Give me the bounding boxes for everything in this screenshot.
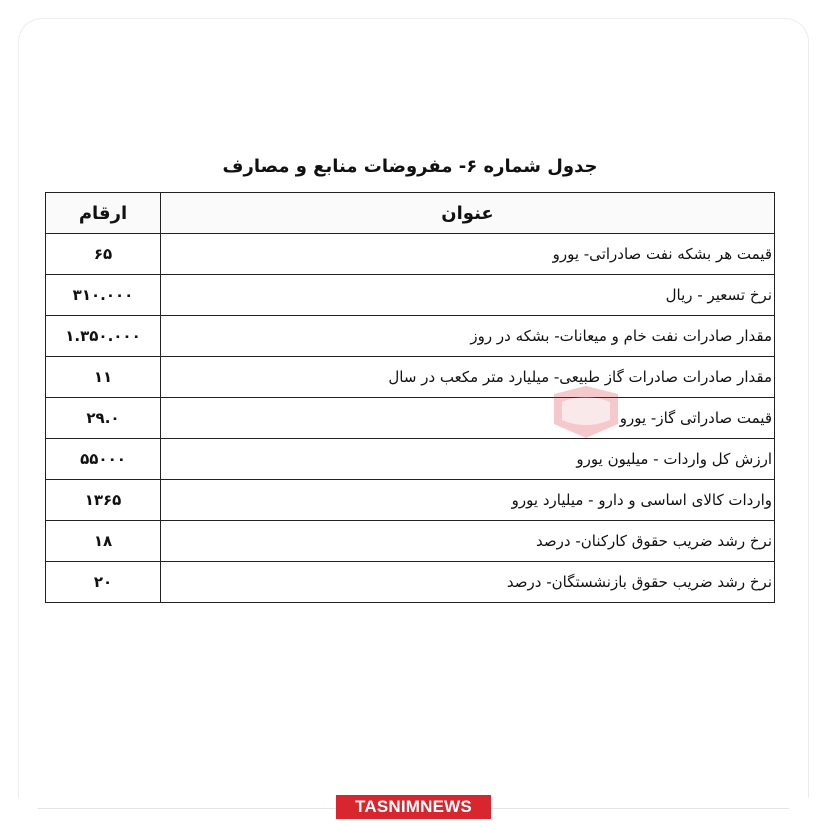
- table-row: [46, 275, 775, 316]
- table-row: [46, 398, 775, 439]
- table-row: [46, 439, 775, 480]
- header-figures: ارقام: [46, 193, 161, 234]
- row-title: نرخ تسعیر - ریال: [161, 275, 775, 316]
- row-title: مقدار صادرات نفت خام و میعانات- بشکه در روز: [161, 316, 775, 357]
- row-title: ارزش کل واردات - میلیون یورو: [161, 439, 775, 480]
- row-title: نرخ رشد ضریب حقوق بازنشستگان- درصد: [161, 562, 775, 603]
- row-value: ۱۳۶۵: [46, 480, 161, 521]
- row-value: ۵۵۰۰۰: [46, 439, 161, 480]
- row-value: ۲۰: [46, 562, 161, 603]
- table-row: [46, 480, 775, 521]
- table-title: جدول شماره ۶- مفروضات منابع و مصارف: [222, 156, 598, 177]
- brand-logo: TASNIMNEWS: [336, 795, 491, 819]
- table-row: [46, 234, 775, 275]
- tasnim-watermark-icon: [548, 384, 624, 440]
- row-title: مقدار صادرات صادرات گاز طبیعی- میلیارد متر مکعب در سال: [161, 357, 775, 398]
- row-value: ۱.۳۵۰.۰۰۰: [46, 316, 161, 357]
- table-row: [46, 521, 775, 562]
- row-title: قیمت صادراتی گاز- یورو: [161, 398, 775, 439]
- row-title: نرخ رشد ضریب حقوق کارکنان- درصد: [161, 521, 775, 562]
- row-value: ۳۱۰.۰۰۰: [46, 275, 161, 316]
- row-value: ۱۸: [46, 521, 161, 562]
- table-row: [46, 562, 775, 603]
- row-value: ۲۹.۰: [46, 398, 161, 439]
- header-title: عنوان: [161, 193, 775, 234]
- data-table: [45, 192, 775, 603]
- row-value: ۱۱: [46, 357, 161, 398]
- row-title: قیمت هر بشکه نفت صادراتی- یورو: [161, 234, 775, 275]
- table-row: [46, 357, 775, 398]
- table-row: [46, 316, 775, 357]
- row-title: واردات کالای اساسی و دارو - میلیارد یورو: [161, 480, 775, 521]
- table-header-row: [46, 193, 775, 234]
- row-value: ۶۵: [46, 234, 161, 275]
